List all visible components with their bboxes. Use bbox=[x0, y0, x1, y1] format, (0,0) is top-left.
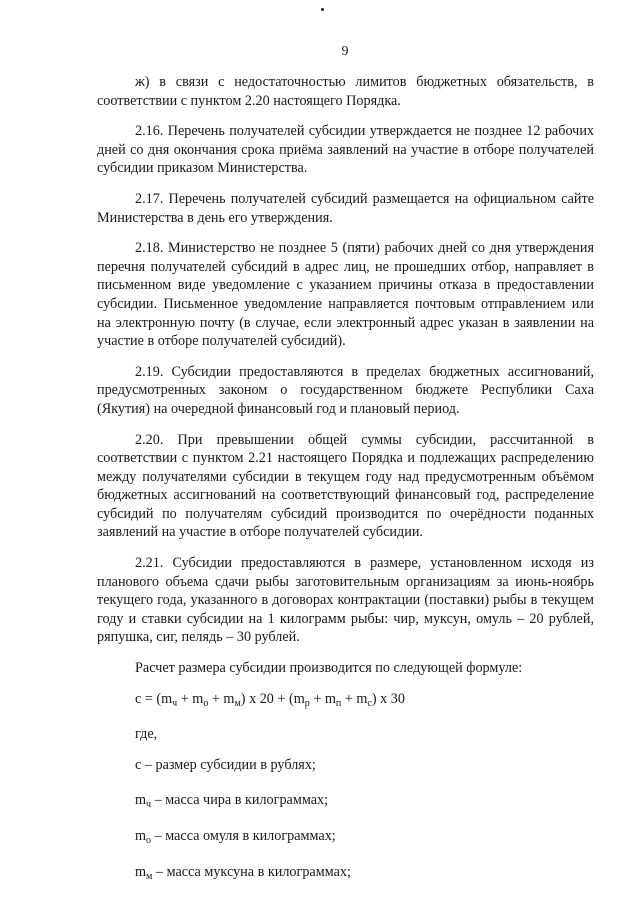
definition-item bbox=[97, 827, 594, 851]
definition-text: – масса омуля в килограммах; bbox=[151, 828, 336, 844]
paragraph-2-19: 2.19. Субсидии предоставляются в пределах бюджетных ассигнований, предусмотренных законом о государственном бюджете Республики Саха (Якутия) на очередной финансовый год и плановый период. bbox=[97, 363, 594, 417]
where-label: где, bbox=[135, 726, 158, 743]
formula-part: + m bbox=[341, 690, 368, 707]
paragraph-zh: ж) в связи с недостаточностью лимитов бюджетных обязательств, в соответствии с пунктом 2.20 настоящего Порядка. bbox=[97, 74, 594, 109]
paragraph-2-21: 2.21. Субсидии предоставляются в размере, установленном исходя из планового объема сдачи рыбы заготовительным организациям за июнь-ноябрь текущего года, указанного в договорах контрактации (поставки) рыбы в текущем году и ставки субсидии на 1 килограмм рыбы: чир, муксун, омуль – 20 рублей, ряпушка, сиг, пелядь – 30 рублей. bbox=[97, 555, 594, 646]
definition-text: – масса муксуна в килограммах; bbox=[152, 863, 351, 880]
definition-text: – размер субсидии в рублях; bbox=[141, 756, 316, 773]
paragraph-2-18: 2.18. Министерство не позднее 5 (пяти) рабочих дней со дня утверждения перечня получателей субсидий в адрес лиц, не прошедших отбор, направляет в письменном виде уведомление с указанием причины отказа в предоставлении субсидии. Письменное уведомление направляется почтовым отправлением или на электронную почту (в случае, если электронный адрес указан в заявлении на участие в отборе получателей субсидий). bbox=[97, 240, 594, 350]
paragraph-2-16: 2.16. Перечень получателей субсидии утверждается не позднее 12 рабочих дней со дня окончания срока приёма заявлений на участие в отборе получателей субсидии приказом Министерства. bbox=[97, 123, 594, 177]
formula-subscript: с bbox=[367, 697, 372, 709]
formula-part: + m bbox=[309, 690, 336, 707]
definition-symbol: m bbox=[135, 863, 147, 880]
subsidy-formula bbox=[97, 690, 594, 714]
definition-subscript: м bbox=[146, 870, 153, 882]
definition-symbol: m bbox=[135, 828, 147, 844]
paragraph-2-20: 2.20. При превышении общей суммы субсидии, рассчитанной в соответствии с пунктом 2.21 настоящего Порядка и подлежащих распределению между получателями субсидии в текущем году над предусмотренным объёмом бюджетных ассигнований на соответствующий финансовый год, распределение субсидий по получателям субсидий производится по очерёдности поданных заявлений на участие в отборе получателей субсидии. bbox=[97, 431, 594, 541]
definition-item bbox=[97, 863, 594, 887]
formula-part: + m bbox=[208, 690, 235, 707]
formula-part: + m bbox=[177, 690, 204, 707]
definition-subscript: о bbox=[146, 835, 152, 846]
document-body bbox=[97, 73, 594, 898]
scan-speck bbox=[321, 8, 324, 11]
definition-subscript: ч bbox=[146, 799, 152, 811]
definition-symbol: m bbox=[135, 792, 147, 809]
formula-subscript: о bbox=[203, 697, 209, 709]
definition-symbol: с bbox=[135, 756, 142, 773]
formula-subscript: п bbox=[335, 697, 342, 709]
formula-part: с = (m bbox=[135, 690, 173, 707]
formula-subscript: ч bbox=[172, 697, 178, 709]
formula-subscript: р bbox=[304, 697, 310, 709]
page-number: 9 bbox=[341, 44, 349, 59]
formula-subscript: м bbox=[234, 697, 241, 709]
formula-intro: Расчет размера субсидии производится по следующей формуле: bbox=[135, 660, 523, 677]
paragraph-2-17: 2.17. Перечень получателей субсидий размещается на официальном сайте Министерства в день его утверждения. bbox=[97, 190, 594, 226]
definition-text: – масса чира в килограммах; bbox=[151, 792, 329, 809]
formula-part: ) х 30 bbox=[371, 690, 405, 707]
definition-item bbox=[97, 756, 594, 780]
formula-part: ) х 20 + (m bbox=[240, 690, 305, 707]
definition-item bbox=[97, 791, 594, 815]
